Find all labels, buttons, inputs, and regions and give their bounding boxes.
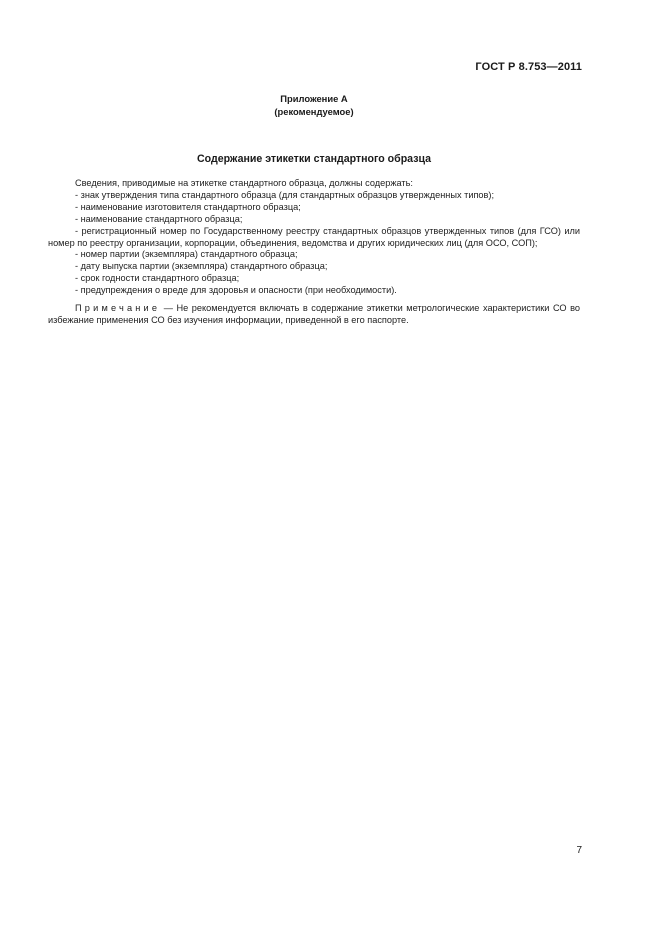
list-item: - наименование стандартного образца; [75, 213, 243, 224]
list-item: - номер партии (экземпляра) стандартного образца; [75, 249, 298, 260]
appendix-title: Приложение А [280, 93, 348, 104]
note-label: Примечание [75, 303, 161, 314]
note-text: — Не рекомендуется включать в содержание этикетки метрологические характеристики СО во избежание применения СО без изучения информации, приведенной в его паспорте. [48, 303, 580, 325]
list-item: - наименование изготовителя стандартного образца; [75, 201, 301, 212]
body-text [48, 178, 580, 327]
document-code: ГОСТ Р 8.753—2011 [475, 61, 582, 73]
note-paragraph [48, 303, 580, 327]
list-item: - регистрационный номер по Государственному реестру стандартных образцов утвержденных типов (для ГСО) или номер по реестру организации, корпорации, объединения, ведомства и других юридических лиц (для ОСО, СОП); [48, 225, 580, 248]
appendix-heading [0, 92, 628, 118]
page-number: 7 [576, 845, 582, 856]
list-item: - предупреждения о вреде для здоровья и опасности (при необходимости). [75, 285, 397, 296]
list-item: - срок годности стандартного образца; [75, 273, 240, 284]
list-item: - дату выпуска партии (экземпляра) стандартного образца; [75, 261, 328, 272]
list-item: - знак утверждения типа стандартного образца (для стандартных образцов утвержденных типов); [75, 189, 495, 200]
section-title: Содержание этикетки стандартного образца [197, 153, 431, 165]
intro-paragraph: Сведения, приводимые на этикетке стандартного образца, должны содержать: [75, 178, 413, 188]
appendix-subtitle: (рекомендуемое) [274, 106, 354, 117]
